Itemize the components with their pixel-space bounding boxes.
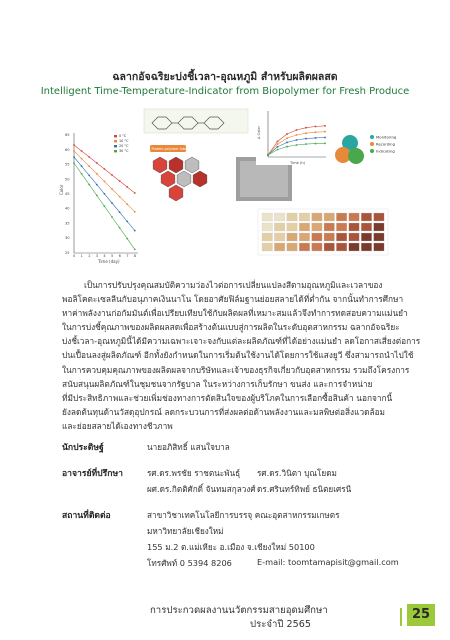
paragraph-line: พอลิโคตะเซลลีนกับอนุภาคเงินนาโน โดยอาศัยฟิล์มฐานย่อยสลายได้ที่ต่ำกัน จากนั้นทำการศึกษา [62,294,404,305]
indicator-swatch [287,213,298,221]
indicator-swatch [262,223,273,231]
legend-entry: 20 °C [119,144,129,149]
step-monitoring: Monitoring [376,134,397,140]
contact-line: มหาวิทยาลัยเชียงใหม่ [147,526,224,536]
inventor-name: นายอภิสิทธิ์ แสนใจบาล [147,442,230,452]
indicator-swatch [324,213,335,221]
color-time-plot [59,125,138,275]
indicator-swatch [361,243,372,251]
indicator-swatch [299,233,310,241]
advisor-name: รศ.ดร.พรชัย ราชตนะพันธุ์ [147,468,241,478]
indicator-swatch [299,243,310,251]
indicator-swatch [336,223,347,231]
indicator-swatch [336,213,347,221]
indicator-swatch [274,213,285,221]
indicator-swatch [361,223,372,231]
description-paragraph [62,278,421,433]
indicator-swatch [336,233,347,241]
legend-entry: 0 °C [119,134,127,139]
legend-swatch [114,140,117,142]
polymer-hexagon [185,157,199,173]
indicator-cycle [335,134,397,164]
indicator-swatch [361,213,372,221]
polymer-hexagon [169,185,183,201]
interaction-label: Protein-polymer interaction [151,147,198,151]
left-x-tick: 8 [133,254,137,258]
phone-number: โทรศัพท์ 0 5394 8206 [147,558,232,568]
advisor-name: รศ.ดร.วินิตา บุณโยดม [257,468,337,478]
indicator-swatch [287,233,298,241]
indicator-swatch [312,223,323,231]
left-x-label: Time (day) [98,259,120,264]
step-indicating: Indicating [376,148,395,154]
indicator-swatch [299,223,310,231]
indicator-swatch [312,233,323,241]
page-number-divider [400,608,402,626]
left-y-tick: 25 [65,250,70,255]
advisor-name: ผศ.ดร.กิตติศักดิ์ จันทมสกุลวงศ์ [147,484,256,494]
legend-swatch [114,135,117,137]
indicator-swatch [312,243,323,251]
indicator-swatch [374,243,385,251]
polymer-hexagon [153,157,167,173]
contact-label: สถานที่ติดต่อ [62,511,111,521]
paragraph-line: เป็นการปรับปรุงคุณสมบัติความว่องไวต่อการเปลี่ยนแปลงสีตามอุณหภูมิและเวลาของ [84,280,383,290]
indicator-swatch [262,213,273,221]
paragraph-line: สนับสนุนผลิตภัณฑ์ในชุมชนจากรัฐบาล ในระหว่างการเก็บรักษา ขนส่ง และการจำหน่าย [62,378,373,389]
polymer-hexagon [177,171,191,187]
left-y-tick: 55 [65,162,70,167]
left-y-tick: 45 [65,192,70,196]
page-title: ฉลากอัจฉริยะบ่งชี้เวลา-อุณหภูมิ สำหรับผลิตผลสด [112,71,338,83]
contact-line: สาขาวิชาเทคโนโลยีการบรรจุ คณะอุตสาหกรรมเกษตร [147,510,340,520]
research-figure [59,105,397,273]
email-address: E-mail: toomtamapisit@gmail.com [257,557,399,567]
left-x-tick: 7 [126,254,129,258]
polymer-structure-diagram [144,109,248,201]
left-y-tick: 60 [65,147,70,152]
contact-line: 155 ม.2 ต.แม่เหียะ อ.เมือง จ.เชียงใหม่ 50100 [147,542,315,552]
left-y-tick: 65 [65,133,70,138]
indicator-swatch [299,213,310,221]
footer-year: ประจำปี 2565 [250,619,311,630]
advisor-label: อาจารย์ที่ปรึกษา [62,469,123,479]
left-y-tick: 30 [65,236,70,241]
indicator-swatch [349,213,360,221]
page-number: 25 [407,604,435,626]
legend-swatch [114,150,117,152]
legend-entry: 30 °C [119,149,129,154]
polymer-hexagon [161,171,175,187]
indicator-swatch [361,233,372,241]
right-y-label: Δ Color [257,126,261,139]
indicator-swatch [336,243,347,251]
left-x-tick: 1 [80,254,83,258]
paragraph-line: บ่งชี้เวลา-อุณหภูมินี้ได้มีความเฉพาะเจาะจงกับแต่ละผลิตภัณฑ์ที่ได้อย่างแม่นยำ ลดโอกาสเสี่ยงต่อการ [62,336,421,347]
indicator-swatch [374,233,385,241]
indicator-swatch [349,233,360,241]
indicator-swatch [349,243,360,251]
indicator-swatch [324,243,335,251]
indicator-swatch [262,243,273,251]
indicator-swatch [274,233,285,241]
left-y-tick: 35 [65,221,70,226]
indicator-swatch [374,213,385,221]
left-y-tick: 40 [65,206,70,211]
indicator-swatch [374,223,385,231]
advisor-name: ดร.ศรินทร์ทิพย์ ธนิตยเศรนี [257,484,352,494]
indicator-swatch [349,223,360,231]
polymer-hexagon [169,157,183,173]
left-x-tick: 0 [73,254,76,258]
footer-title: การประกวดผลงานนวัตกรรมสายอุดมศึกษา [150,605,328,616]
left-x-tick: 2 [88,254,91,258]
paragraph-line: ปนเปื้อนลงสู่ผลิตภัณฑ์ อีกทั้งยังกำหนดในการเริ่มต้นใช้งานได้โดยการใช้แสงยูวี ซึ่งสามารถนำไปใช้ [62,350,414,361]
paragraph-line: ที่มีประสิทธิภาพและช่วยเพิ่มช่องทางการตัดสินใจของผู้บริโภคในการเลือกซื้อสินค้า นอกจากนี้ [62,392,393,403]
delta-color-plot [256,105,328,165]
step-recording: Recording [376,141,395,147]
paragraph-line: ในการบ่งชี้คุณภาพของผลิตผลสดเพื่อสร้างต้นแบบสู่การผลิตในระดับอุตสาหกรรม ฉลากอัจฉริยะ [62,322,400,333]
paragraph-line: หาค่าพลังงานก่อกัมมันต์เพื่อเปรียบเทียบใช้กับผลิตผลที่เหมาะสมแล้วจึงทำการทดสอบความแม่นยำ [62,308,408,319]
indicator-swatch [287,243,298,251]
left-x-tick: 4 [103,254,106,258]
paragraph-line: ในการควบคุมคุณภาพของผลิตผลจากบริษัทและเจ้าของธุรกิจเกี่ยวกับอุตสาหกรรม รวมถึงโครงการ [62,364,410,375]
page-subtitle: Intelligent Time-Temperature-Indicator from Biopolymer for Fresh Produce [40,86,410,97]
right-x-label: Time (h) [290,161,306,165]
left-x-tick: 5 [111,254,114,258]
indicator-swatch [287,223,298,231]
legend-entry: 10 °C [119,139,129,144]
indicator-swatch [324,223,335,231]
left-y-tick: 50 [65,177,70,182]
indicator-swatch [262,233,273,241]
left-y-label: Color [59,184,64,195]
left-x-tick: 3 [95,254,99,258]
legend-swatch [114,145,117,147]
indicator-swatch [274,243,285,251]
polymer-hexagon [193,171,207,187]
paragraph-line: ยังลดต้นทุนด้านวัสดุอุปกรณ์ ลดกระบวนการที่ส่งผลต่อด้านพลังงานและมลพิษต่อสิ่งแวดล้อม [62,406,386,417]
left-x-tick: 6 [118,254,121,258]
indicator-swatch [312,213,323,221]
indicator-swatch [274,223,285,231]
inventor-label: นักประดิษฐ์ [62,443,104,453]
indicator-swatch [324,233,335,241]
paragraph-line: และย่อยสลายได้เองทางชีวภาพ [62,420,173,431]
